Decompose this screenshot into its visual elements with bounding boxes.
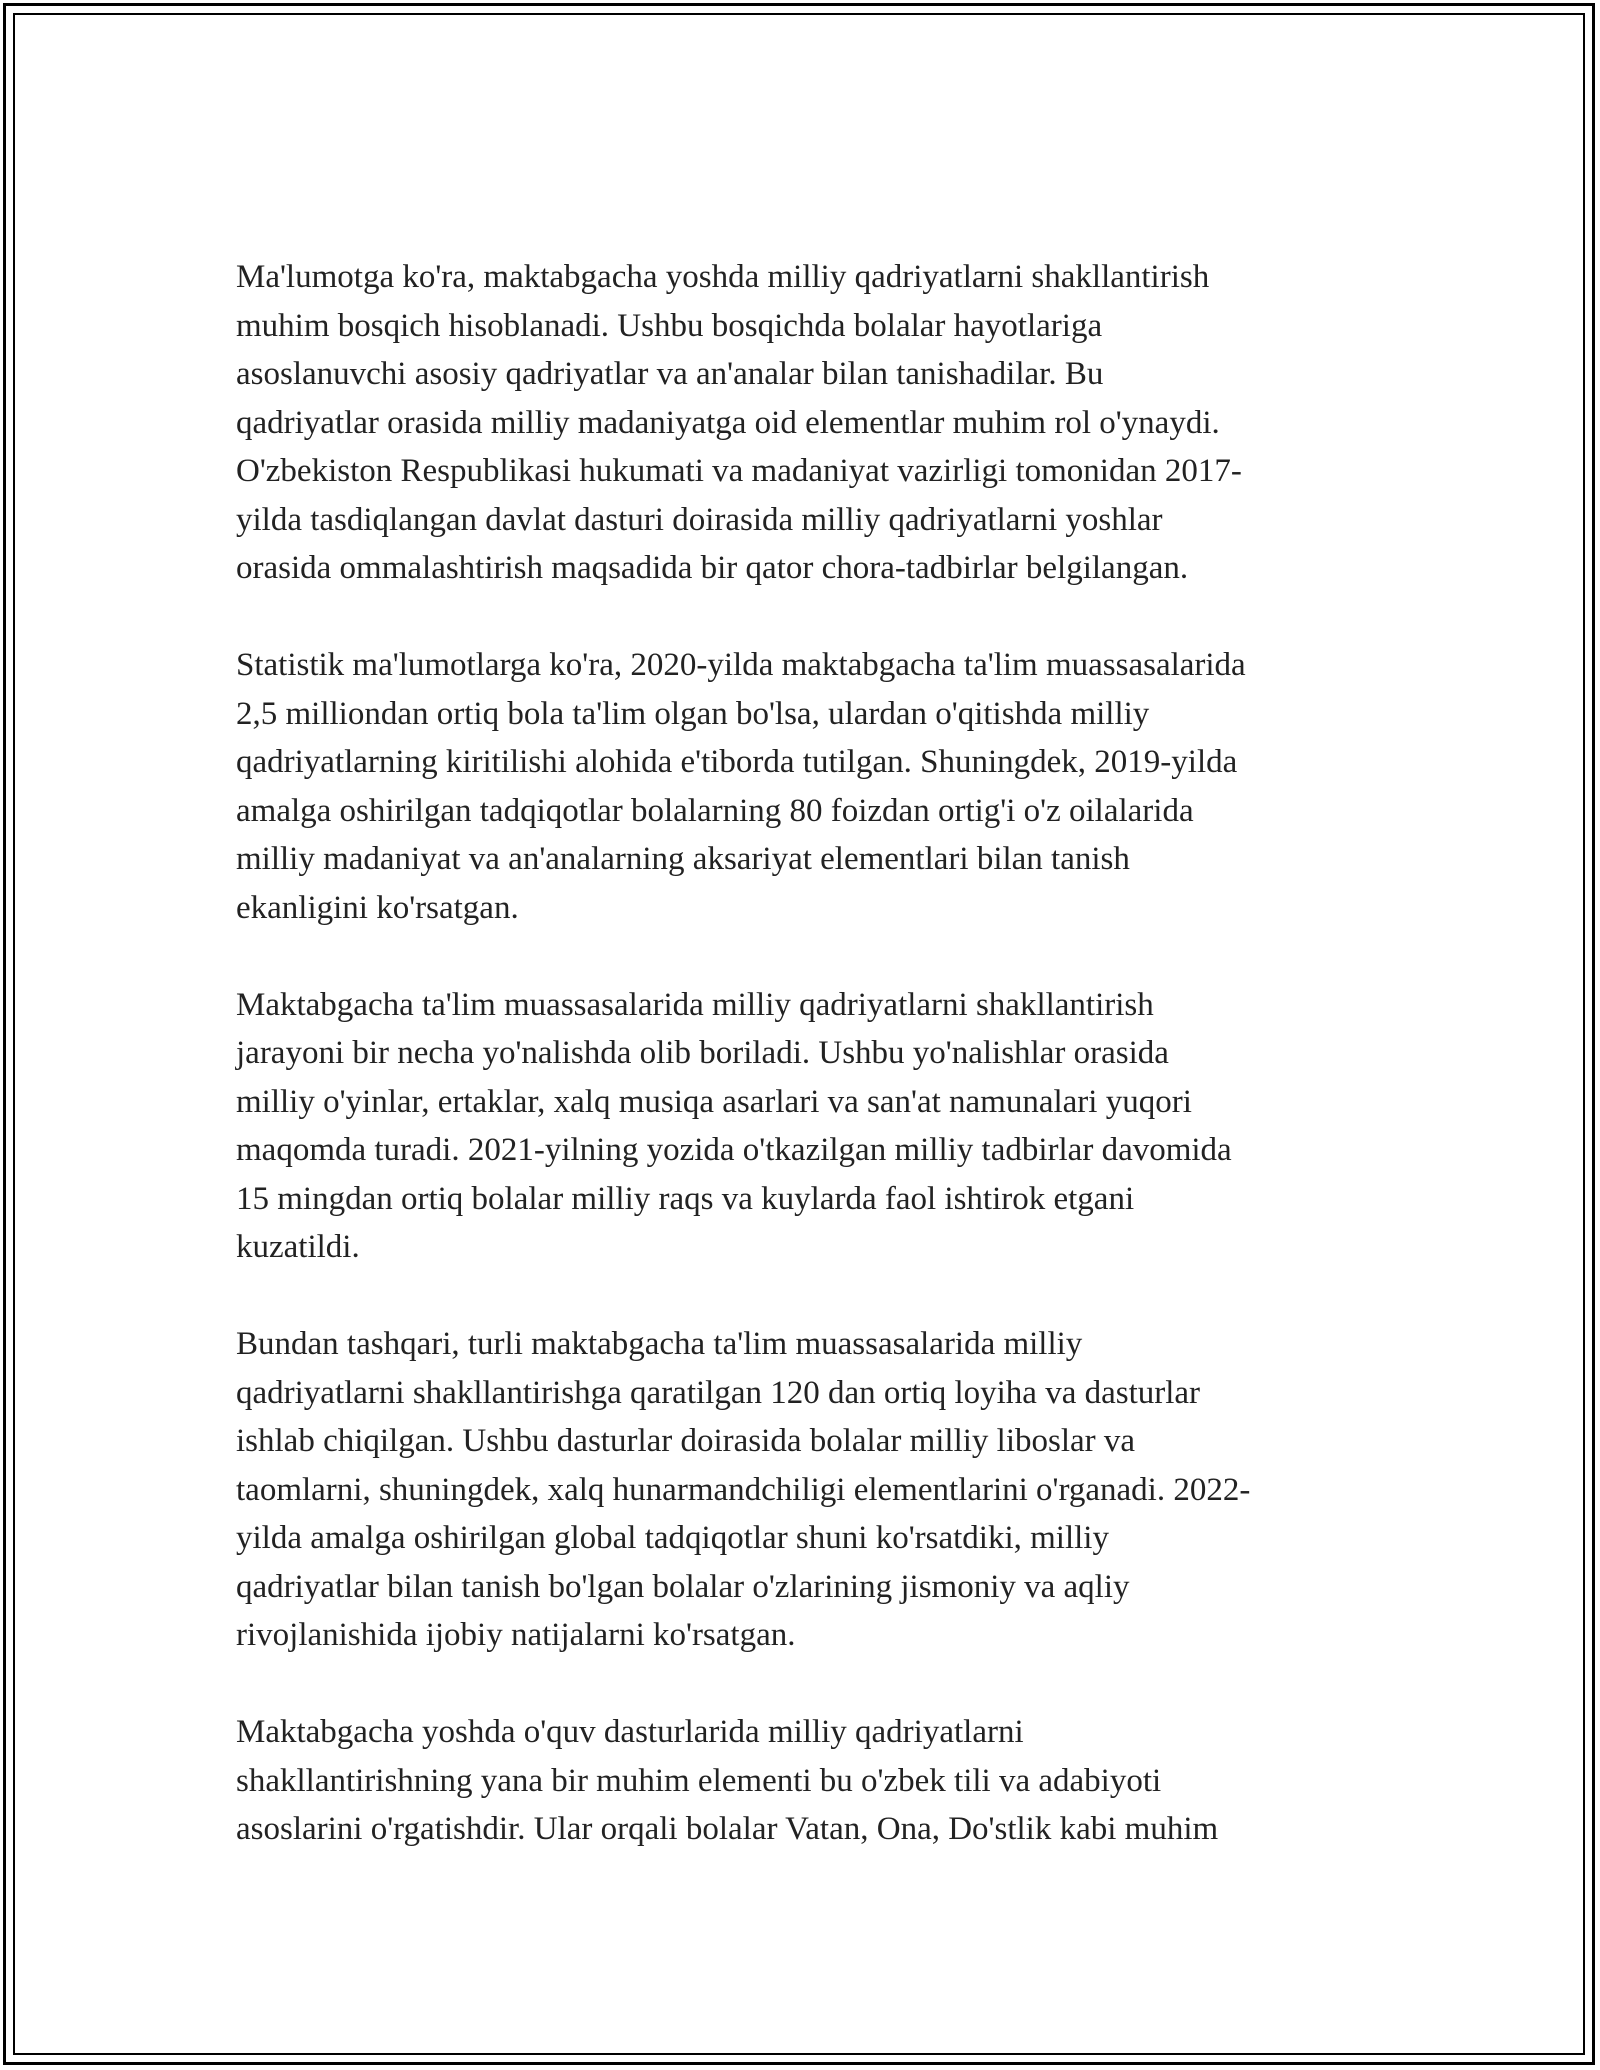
text-line: qadriyatlarning kiritilishi alohida e'tiborda tutilgan. Shuningdek, 2019-yilda (236, 744, 1238, 780)
text-line: qadriyatlarni shakllantirishga qaratilgan 120 dan ortiq loyiha va dasturlar (236, 1374, 1201, 1411)
text-line: asoslarini o'rgatishdir. Ular orqali bolalar Vatan, Ona, Do'stlik kabi muhim (236, 1811, 1219, 1847)
paragraph-3 (236, 981, 1366, 1272)
text-line: orasida ommalashtirish maqsadida bir qator chora-tadbirlar belgilangan. (236, 550, 1189, 586)
text-line: 15 mingdan ortiq bolalar milliy raqs va kuylarda faol ishtirok etgani (236, 1180, 1135, 1217)
text-line: rivojlanishida ijobiy natijalarni ko'rsatgan. (236, 1617, 796, 1653)
text-line: Bundan tashqari, turli maktabgacha ta'lim muassasalarida milliy (236, 1326, 1083, 1362)
text-line: shakllantirishning yana bir muhim elementi bu o'zbek tili va adabiyoti (236, 1762, 1162, 1799)
text-line: yilda amalga oshirilgan global tadqiqotlar shuni ko'rsatdiki, milliy (236, 1520, 1109, 1556)
text-line: qadriyatlar orasida milliy madaniyatga oid elementlar muhim rol o'ynaydi. (236, 404, 1220, 441)
paragraph-5 (236, 1708, 1366, 1854)
text-line: Ma'lumotga ko'ra, maktabgacha yoshda milliy qadriyatlarni shakllantirish (236, 259, 1210, 295)
text-line: Statistik ma'lumotlarga ko'ra, 2020-yilda maktabgacha ta'lim muassasalarida (236, 647, 1246, 683)
text-line: jarayoni bir necha yo'nalishda olib boriladi. Ushbu yo'nalishlar orasida (236, 1035, 1169, 1071)
paragraph-4 (236, 1320, 1366, 1660)
text-line: Maktabgacha ta'lim muassasalarida milliy qadriyatlarni shakllantirish (236, 986, 1154, 1023)
text-line: Maktabgacha yoshda o'quv dasturlarida milliy qadriyatlarni (236, 1714, 1024, 1750)
text-line: taomlarni, shuningdek, xalq hunarmandchiligi elementlarini o'rganadi. 2022- (236, 1471, 1251, 1508)
text-line: 2,5 milliondan ortiq bola ta'lim olgan bo'lsa, ulardan o'qitishda milliy (236, 695, 1150, 732)
text-line: milliy madaniyat va an'analarning aksariyat elementlari bilan tanish (236, 841, 1130, 877)
text-line: maqomda turadi. 2021-yilning yozida o'tkazilgan milliy tadbirlar davomida (236, 1132, 1232, 1168)
text-line: amalga oshirilgan tadqiqotlar bolalarning 80 foizdan ortig'i o'z oilalarida (236, 792, 1194, 829)
paragraph-1 (236, 253, 1366, 593)
paragraph-2 (236, 641, 1366, 932)
document-body (236, 253, 1366, 1902)
text-line: qadriyatlar bilan tanish bo'lgan bolalar o'zlarining jismoniy va aqliy (236, 1568, 1130, 1605)
text-line: ekanligini ko'rsatgan. (236, 889, 519, 926)
text-line: milliy o'yinlar, ertaklar, xalq musiqa asarlari va san'at namunalari yuqori (236, 1083, 1192, 1120)
text-line: kuzatildi. (236, 1229, 360, 1265)
text-line: O'zbekiston Respublikasi hukumati va madaniyat vazirligi tomonidan 2017- (236, 453, 1242, 489)
text-line: yilda tasdiqlangan davlat dasturi doirasida milliy qadriyatlarni yoshlar (236, 501, 1163, 538)
text-line: asoslanuvchi asosiy qadriyatlar va an'analar bilan tanishadilar. Bu (236, 356, 1104, 392)
text-line: muhim bosqich hisoblanadi. Ushbu bosqichda bolalar hayotlariga (236, 307, 1103, 344)
text-line: ishlab chiqilgan. Ushbu dasturlar doirasida bolalar milliy liboslar va (236, 1423, 1136, 1459)
